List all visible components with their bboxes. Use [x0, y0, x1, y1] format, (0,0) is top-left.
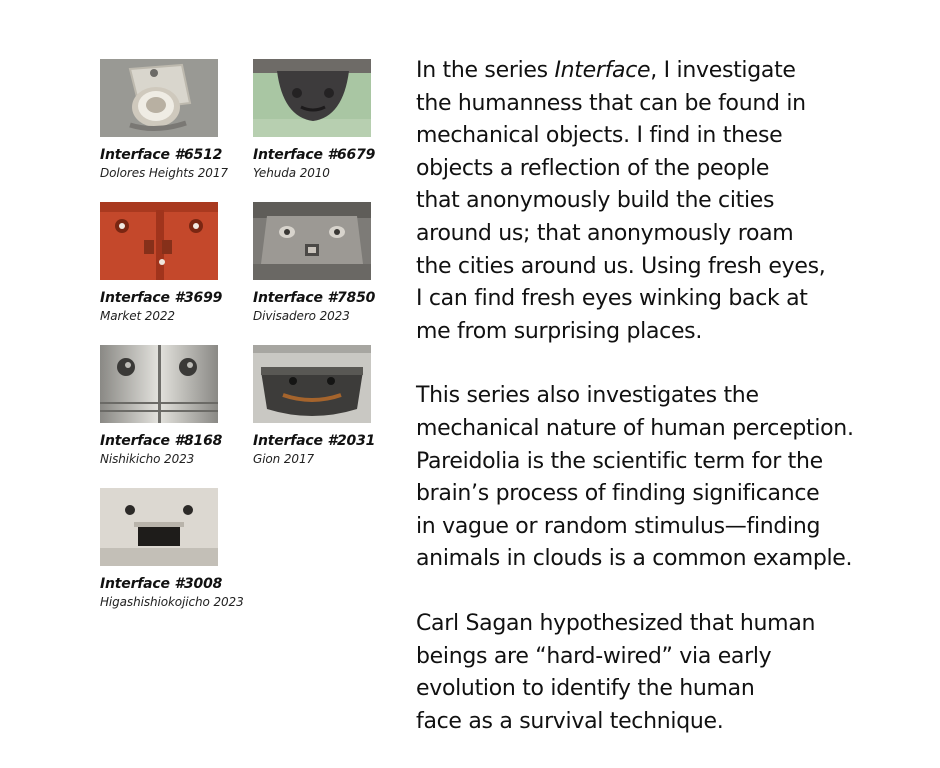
statement-line: around us; that anonymously roam: [416, 220, 794, 246]
photo-3008-title: Interface #3008: [100, 576, 223, 592]
photo-3699-location: Market 2022: [100, 309, 175, 323]
statement-line: I can find fresh eyes winking back at: [416, 286, 808, 312]
photo-7850-title: Interface #7850: [253, 290, 376, 306]
statement-paragraph-3: [416, 608, 916, 738]
statement-line: face as a survival technique.: [416, 708, 724, 734]
photo-6512-title: Interface #6512: [100, 147, 223, 163]
statement-line: evolution to identify the human: [416, 676, 755, 702]
photo-7850[interactable]: [253, 202, 371, 280]
photo-6679-location: Yehuda 2010: [253, 166, 330, 180]
photo-6512-location: Dolores Heights 2017: [100, 166, 228, 180]
photo-8168-location: Nishikicho 2023: [100, 452, 195, 466]
photo-7850-location: Divisadero 2023: [253, 309, 350, 323]
statement-line: mechanical nature of human perception.: [416, 415, 854, 441]
gallery-item-3008[interactable]: [100, 488, 244, 609]
series-title: Interface: [554, 58, 651, 83]
statement-line: [416, 55, 916, 88]
gallery-item-8168[interactable]: [100, 345, 222, 466]
statement-line: the cities around us. Using fresh eyes,: [416, 253, 826, 279]
photo-3008-location: Higashishiokojicho 2023: [100, 595, 244, 609]
photo-6512-image: [100, 59, 218, 137]
photo-8168-title: Interface #8168: [100, 433, 223, 449]
statement-line: brain’s process of finding significance: [416, 481, 820, 507]
gallery-item-2031[interactable]: [253, 345, 375, 466]
photo-2031-location: Gion 2017: [253, 452, 315, 466]
statement-line: Pareidolia is the scientific term for the: [416, 448, 823, 474]
statement-line: Carl Sagan hypothesized that human: [416, 610, 816, 636]
statement-line: objects a reflection of the people: [416, 155, 770, 181]
photo-8168-image: [100, 345, 218, 423]
statement-line: animals in clouds is a common example.: [416, 546, 853, 572]
artist-statement: [416, 55, 916, 738]
photo-6679-title: Interface #6679: [253, 147, 376, 163]
statement-line: mechanical objects. I find in these: [416, 123, 783, 149]
statement-line: that anonymously build the cities: [416, 188, 775, 214]
photo-3699-image: [100, 202, 218, 280]
photo-6679[interactable]: [253, 59, 371, 137]
photo-8168[interactable]: [100, 345, 218, 423]
photo-2031-image: [253, 345, 371, 423]
text-run: In the series: [416, 58, 555, 83]
photo-6679-image: [253, 59, 371, 137]
photo-2031-title: Interface #2031: [253, 433, 376, 449]
gallery-item-6512[interactable]: [100, 59, 228, 180]
photo-3008[interactable]: [100, 488, 218, 566]
statement-line: This series also investigates the: [416, 383, 759, 409]
text-run: , I investigate: [650, 58, 796, 83]
photo-gallery: [0, 0, 400, 768]
photo-3699[interactable]: [100, 202, 218, 280]
photo-7850-image: [253, 202, 371, 280]
photo-6512[interactable]: [100, 59, 218, 137]
photo-3699-title: Interface #3699: [100, 290, 223, 306]
gallery-item-7850[interactable]: [253, 202, 375, 323]
statement-line: me from surprising places.: [416, 318, 703, 344]
photo-3008-image: [100, 488, 218, 566]
statement-paragraph-1: [416, 55, 916, 348]
statement-line: beings are “hard-wired” via early: [416, 643, 772, 669]
photo-2031[interactable]: [253, 345, 371, 423]
statement-paragraph-2: [416, 380, 916, 576]
gallery-item-3699[interactable]: [100, 202, 222, 323]
gallery-item-6679[interactable]: [253, 59, 375, 180]
statement-line: the humanness that can be found in: [416, 90, 806, 116]
statement-line: in vague or random stimulus—finding: [416, 513, 821, 539]
